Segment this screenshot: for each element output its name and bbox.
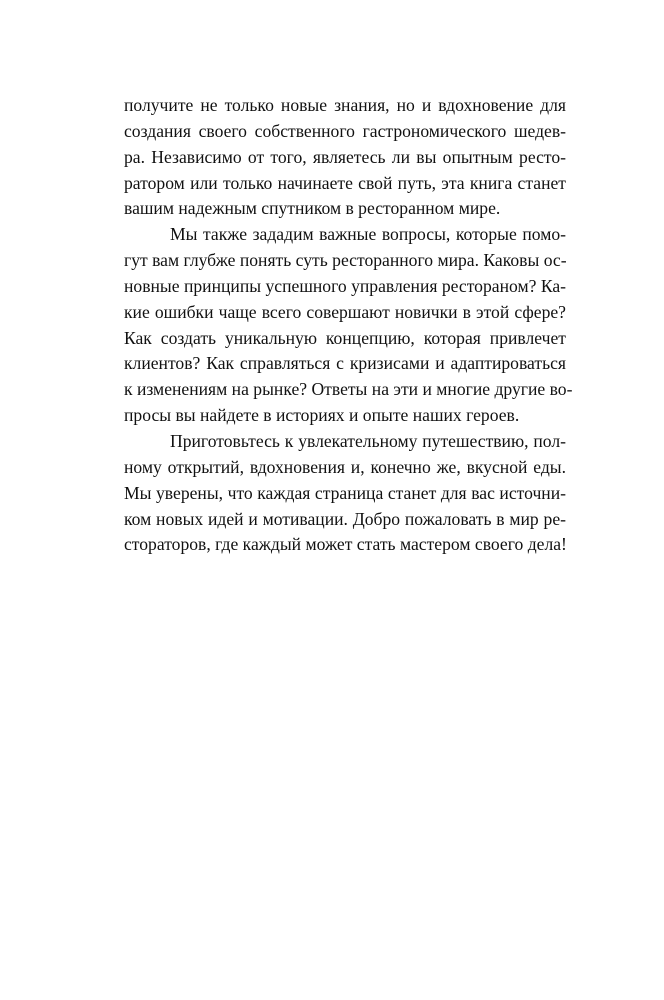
text-line: к изменениям на рынке? Ответы на эти и многие другие во- [124, 379, 573, 400]
text-line: клиентов? Как справляться с кризисами и адаптироваться [124, 353, 566, 374]
text-line: ратором или только начинаете свой путь, эта книга станет [124, 172, 566, 193]
text-line: ра. Независимо от того, являетесь ли вы опытным ресто- [124, 146, 566, 167]
text-line: новные принципы успешного управления рестораном? Ка- [124, 275, 566, 296]
paragraph-3 [124, 429, 566, 558]
text-line: получите не только новые знания, но и вдохновение для [124, 95, 566, 115]
paragraph-1 [124, 93, 566, 222]
text-line: вашим надежным спутником в ресторанном мире. [124, 198, 501, 219]
text-line: гут вам глубже понять суть ресторанного мира. Каковы ос- [124, 250, 567, 271]
text-line: Мы также зададим важные вопросы, которые помо- [170, 224, 566, 245]
text-line: ком новых идей и мотивации. Добро пожаловать в мир ре- [124, 508, 566, 529]
paragraph-2 [124, 222, 573, 429]
text-line: кие ошибки чаще всего совершают новички в этой сфере? [124, 301, 566, 322]
text-line: Как создать уникальную концепцию, которая привлечет [124, 327, 566, 348]
body-text [124, 93, 573, 558]
text-line: просы вы найдете в историях и опыте наших героев. [124, 405, 520, 426]
text-line: стораторов, где каждый может стать мастером своего дела! [124, 534, 567, 555]
text-line: ному открытий, вдохновения и, конечно же, вкусной еды. [124, 456, 566, 477]
text-line: создания своего собственного гастрономического шедев- [124, 120, 566, 141]
text-line: Мы уверены, что каждая страница станет для вас источни- [124, 482, 566, 503]
text-line: Приготовьтесь к увлекательному путешествию, пол- [170, 430, 566, 451]
